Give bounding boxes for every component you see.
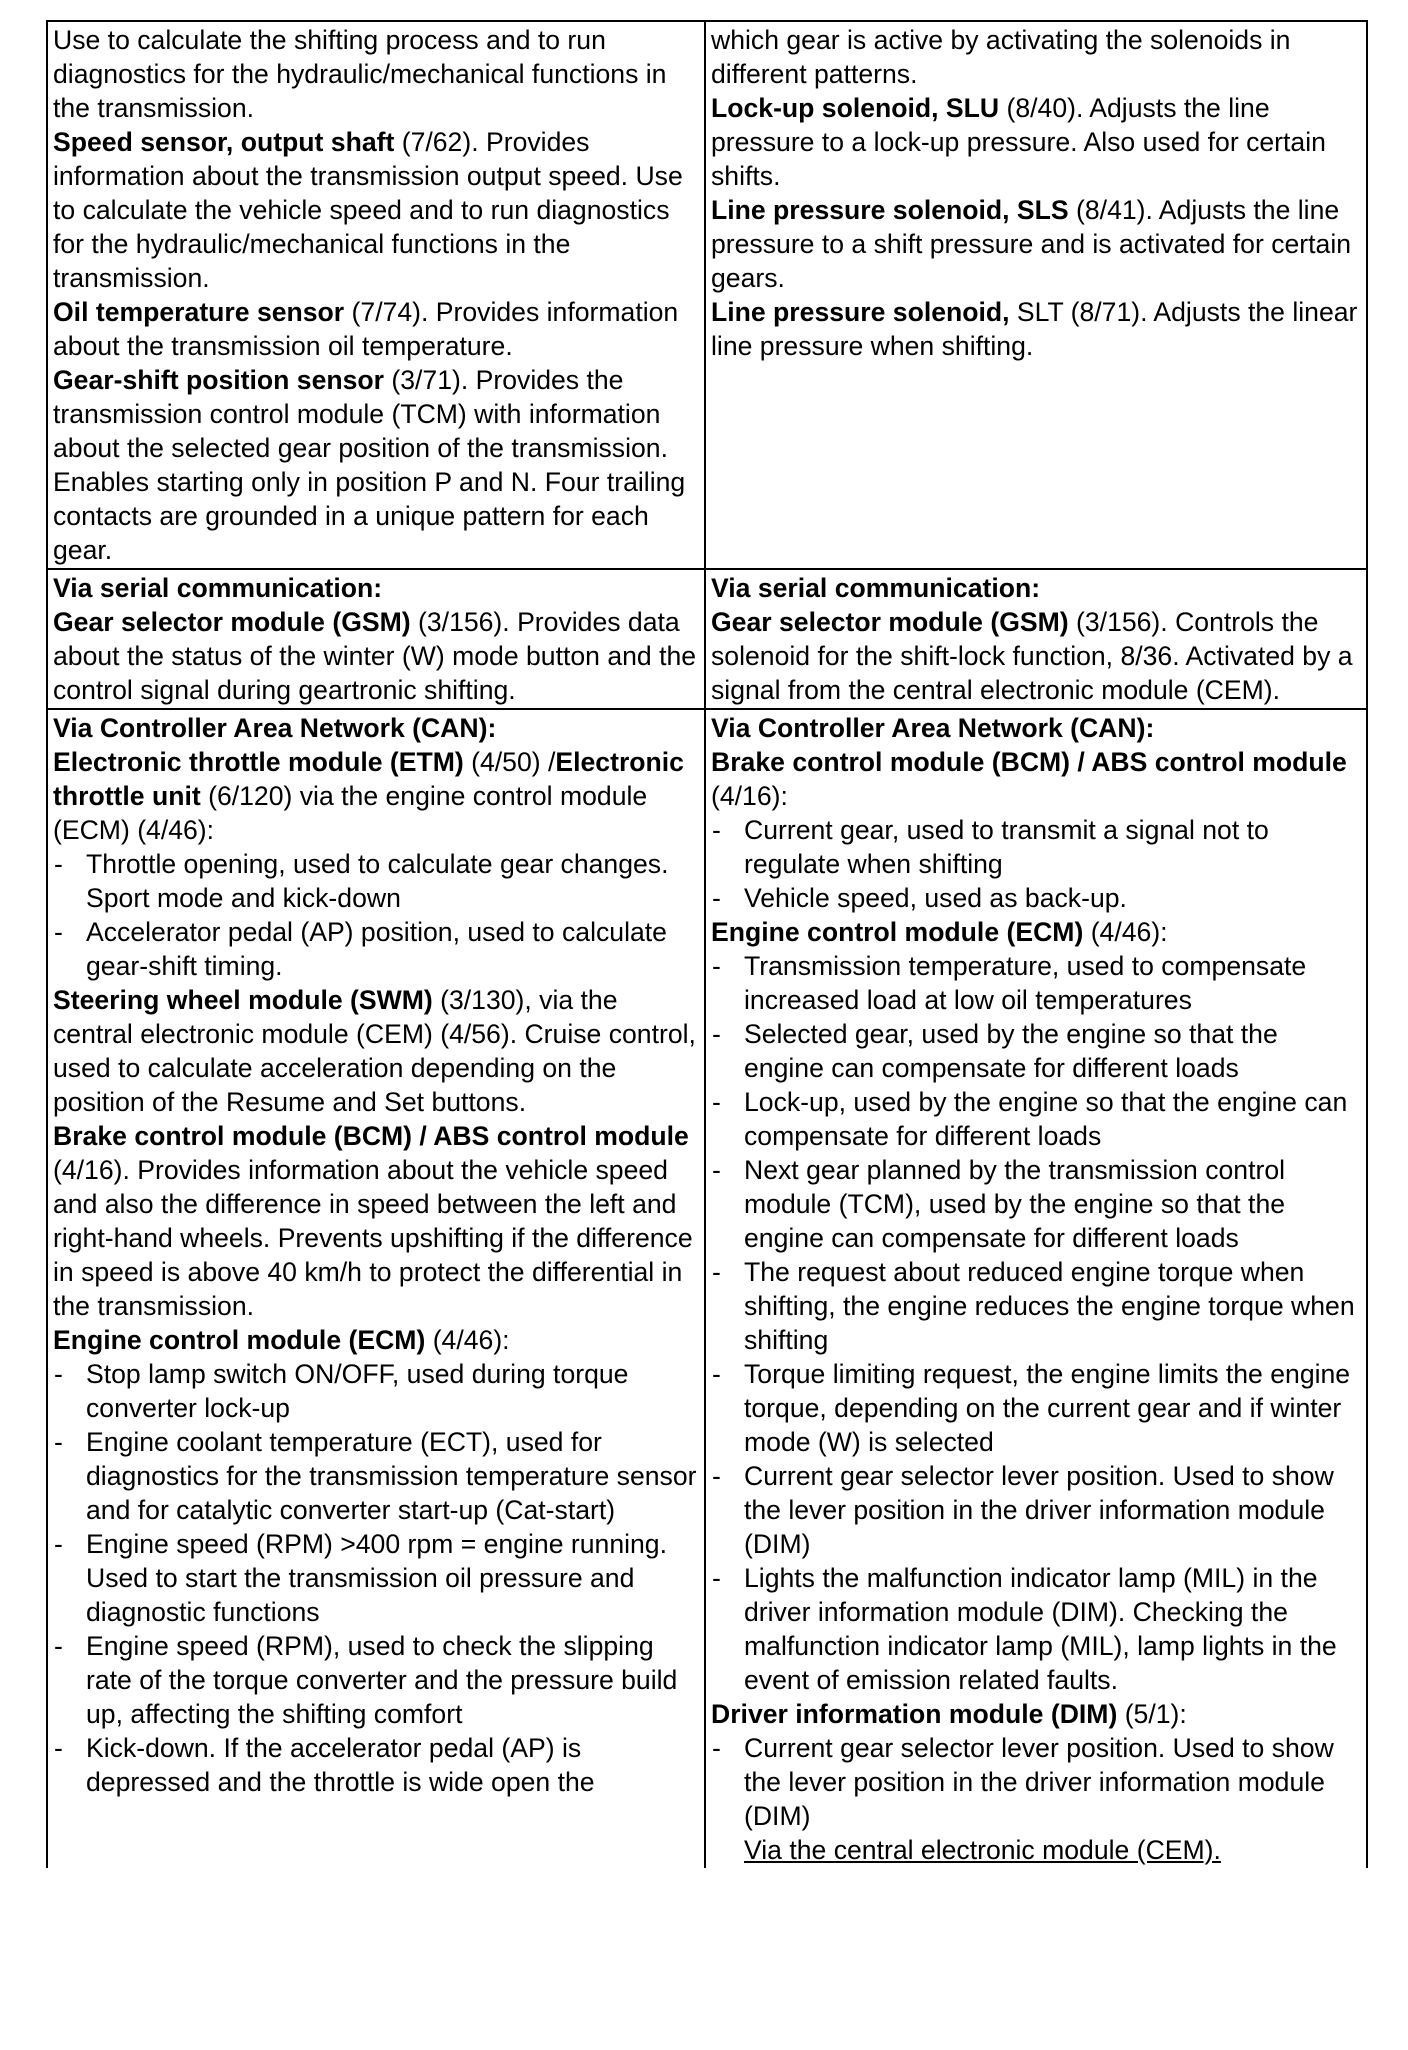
component-label: Via Controller Area Network (CAN): bbox=[53, 713, 497, 743]
bullet-text: Engine coolant temperature (ECT), used for diagnostics for the transmission temperature sensor and for catalytic converter start-up (Cat-start) bbox=[86, 1427, 697, 1525]
paragraph bbox=[711, 295, 1363, 363]
bullet-item bbox=[711, 1255, 1363, 1357]
paragraph bbox=[53, 1323, 701, 1357]
left-cell bbox=[47, 569, 705, 709]
dash-bullet-icon: - bbox=[712, 1155, 721, 1185]
paragraph-text: (4/16). Provides information about the vehicle speed and also the difference in speed between the left and right-hand wheels. Prevents upshifting if the difference in speed is above 40 km/h to protect the differential in the transmission. bbox=[53, 1155, 693, 1321]
bullet-item bbox=[711, 1017, 1363, 1085]
paragraph bbox=[711, 23, 1363, 91]
table-row bbox=[47, 709, 1367, 1868]
dash-bullet-icon: - bbox=[712, 815, 721, 845]
bullet-item bbox=[711, 1561, 1363, 1697]
paragraph-text: (3/156). Provides data about the status of the winter (W) mode button and the control signal during geartronic shifting. bbox=[53, 607, 697, 705]
component-label: Oil temperature sensor bbox=[53, 297, 345, 327]
bullet-text: Kick-down. If the accelerator pedal (AP) is depressed and the throttle is wide open the bbox=[86, 1733, 595, 1797]
dash-bullet-icon: - bbox=[712, 1257, 721, 1287]
bullet-item bbox=[711, 1153, 1363, 1255]
bullet-item bbox=[711, 949, 1363, 1017]
bullet-item bbox=[53, 1527, 701, 1629]
paragraph bbox=[53, 745, 701, 847]
paragraph bbox=[711, 571, 1363, 605]
component-label: Steering wheel module (SWM) bbox=[53, 985, 433, 1015]
bullet-item bbox=[53, 1629, 701, 1731]
dash-bullet-icon: - bbox=[712, 951, 721, 981]
dash-bullet-icon: - bbox=[712, 1019, 721, 1049]
component-label: Via Controller Area Network (CAN): bbox=[711, 713, 1155, 743]
component-label: Electronic throttle unit bbox=[53, 747, 684, 811]
paragraph-text: (8/41). Adjusts the line pressure to a shift pressure and is activated for certain gears. bbox=[711, 195, 1352, 293]
right-cell bbox=[705, 569, 1367, 709]
paragraph-text: which gear is active by activating the solenoids in different patterns. bbox=[711, 25, 1291, 89]
component-label: Brake control module (BCM) / ABS control module bbox=[711, 747, 1347, 777]
paragraph-text: (4/46): bbox=[425, 1325, 510, 1355]
dash-bullet-icon: - bbox=[712, 1733, 721, 1763]
bullet-item bbox=[711, 1085, 1363, 1153]
paragraph bbox=[711, 605, 1363, 707]
bullet-text: Current gear, used to transmit a signal not to regulate when shifting bbox=[744, 815, 1269, 879]
bullet-item bbox=[53, 1425, 701, 1527]
table-row bbox=[47, 21, 1367, 569]
paragraph bbox=[711, 193, 1363, 295]
paragraph bbox=[53, 295, 701, 363]
bullet-text: Next gear planned by the transmission control module (TCM), used by the engine so that the engine can compensate for different loads bbox=[744, 1155, 1286, 1253]
dash-bullet-icon: - bbox=[712, 883, 721, 913]
component-label: Driver information module (DIM) bbox=[711, 1699, 1118, 1729]
bullet-item bbox=[53, 1731, 701, 1799]
dash-bullet-icon: - bbox=[54, 1529, 63, 1559]
left-cell bbox=[47, 21, 705, 569]
bullet-item bbox=[711, 1731, 1363, 1867]
component-label: Lock-up solenoid, SLU bbox=[711, 93, 1000, 123]
bullet-text: Stop lamp switch ON/OFF, used during torque converter lock-up bbox=[86, 1359, 629, 1423]
paragraph-text: (7/62). Provides information about the transmission output speed. Use to calculate the vehicle speed and to run diagnostics for the hydraulic/mechanical functions in the transmission. bbox=[53, 127, 683, 293]
paragraph-text: (3/71). Provides the transmission control module (TCM) with information about the selected gear position of the transmission. Enables starting only in position P and N. Four trailing contacts are grounded in a unique pattern for each gear. bbox=[53, 365, 686, 565]
table-row bbox=[47, 569, 1367, 709]
bullet-text: Current gear selector lever position. Used to show the lever position in the driver information module (DIM) bbox=[744, 1733, 1334, 1831]
dash-bullet-icon: - bbox=[54, 1359, 63, 1389]
component-label: Via serial communication: bbox=[53, 573, 383, 603]
dash-bullet-icon: - bbox=[54, 1733, 63, 1763]
paragraph bbox=[53, 571, 701, 605]
bullet-text: Engine speed (RPM), used to check the slipping rate of the torque converter and the pressure build up, affecting the shifting comfort bbox=[86, 1631, 678, 1729]
paragraph bbox=[53, 125, 701, 295]
component-label: Line pressure solenoid, SLS bbox=[711, 195, 1069, 225]
right-cell bbox=[705, 21, 1367, 569]
component-label: Via serial communication: bbox=[711, 573, 1041, 603]
bullet-text: Lights the malfunction indicator lamp (MIL) in the driver information module (DIM). Checking the malfunction indicator lamp (MIL), lamp lights in the event of emission related faults. bbox=[744, 1563, 1337, 1695]
paragraph-text: (4/16): bbox=[711, 781, 788, 811]
bullet-item bbox=[53, 847, 701, 915]
dash-bullet-icon: - bbox=[54, 1631, 63, 1661]
paragraph-text: Use to calculate the shifting process and to run diagnostics for the hydraulic/mechanical functions in the transmission. bbox=[53, 25, 667, 123]
paragraph bbox=[53, 711, 701, 745]
bullet-item bbox=[53, 915, 701, 983]
bullet-item bbox=[711, 813, 1363, 881]
paragraph-text: SLT (8/71). Adjusts the linear line pressure when shifting. bbox=[711, 297, 1358, 361]
paragraph-text: (3/156). Controls the solenoid for the shift-lock function, 8/36. Activated by a signal from the central electronic module (CEM). bbox=[711, 607, 1353, 705]
paragraph bbox=[711, 745, 1363, 813]
bullet-text: Lock-up, used by the engine so that the engine can compensate for different loads bbox=[744, 1087, 1348, 1151]
component-label: Gear-shift position sensor bbox=[53, 365, 384, 395]
bullet-item bbox=[711, 1357, 1363, 1459]
paragraph bbox=[711, 711, 1363, 745]
component-label: Engine control module (ECM) bbox=[53, 1325, 426, 1355]
paragraph-text: (3/130), via the central electronic module (CEM) (4/56). Cruise control, used to calculate acceleration depending on the position of the Resume and Set buttons. bbox=[53, 985, 696, 1117]
bullet-item bbox=[53, 1357, 701, 1425]
paragraph bbox=[53, 1119, 701, 1323]
bullet-text: Throttle opening, used to calculate gear changes. Sport mode and kick-down bbox=[86, 849, 669, 913]
paragraph bbox=[53, 983, 701, 1119]
component-label: Gear selector module (GSM) bbox=[711, 607, 1069, 637]
paragraph-text: (4/50) / bbox=[463, 747, 556, 777]
bullet-text: Selected gear, used by the engine so that the engine can compensate for different loads bbox=[744, 1019, 1278, 1083]
component-label: Speed sensor, output shaft bbox=[53, 127, 395, 157]
paragraph-text: (8/40). Adjusts the line pressure to a lock-up pressure. Also used for certain shifts. bbox=[711, 93, 1326, 191]
dash-bullet-icon: - bbox=[712, 1087, 721, 1117]
left-cell bbox=[47, 709, 705, 1868]
dash-bullet-icon: - bbox=[54, 1427, 63, 1457]
paragraph bbox=[53, 23, 701, 125]
bullet-text: Accelerator pedal (AP) position, used to calculate gear-shift timing. bbox=[86, 917, 667, 981]
component-label: Gear selector module (GSM) bbox=[53, 607, 411, 637]
dash-bullet-icon: - bbox=[712, 1461, 721, 1491]
component-label: Electronic throttle module (ETM) bbox=[53, 747, 464, 777]
continuation-text: Via the central electronic module (CEM). bbox=[744, 1835, 1221, 1865]
paragraph-text: (7/74). Provides information about the transmission oil temperature. bbox=[53, 297, 679, 361]
document-page bbox=[46, 20, 1358, 1868]
bullet-text: Engine speed (RPM) >400 rpm = engine running. Used to start the transmission oil pressure and diagnostic functions bbox=[86, 1529, 667, 1627]
right-cell bbox=[705, 709, 1367, 1868]
component-label: Line pressure solenoid, bbox=[711, 297, 1010, 327]
dash-bullet-icon: - bbox=[712, 1359, 721, 1389]
bullet-text: The request about reduced engine torque when shifting, the engine reduces the engine torque when shifting bbox=[744, 1257, 1355, 1355]
dash-bullet-icon: - bbox=[54, 917, 63, 947]
info-table bbox=[46, 20, 1368, 1868]
bullet-item bbox=[711, 881, 1363, 915]
bullet-text: Transmission temperature, used to compensate increased load at low oil temperatures bbox=[744, 951, 1307, 1015]
bullet-text: Vehicle speed, used as back-up. bbox=[744, 883, 1127, 913]
dash-bullet-icon: - bbox=[712, 1563, 721, 1593]
bullet-text: Torque limiting request, the engine limits the engine torque, depending on the current gear and if winter mode (W) is selected bbox=[744, 1359, 1351, 1457]
paragraph-text: (6/120) via the engine control module (ECM) (4/46): bbox=[53, 781, 648, 845]
bullet-text: Current gear selector lever position. Used to show the lever position in the driver information module (DIM) bbox=[744, 1461, 1334, 1559]
paragraph bbox=[53, 605, 701, 707]
paragraph bbox=[711, 915, 1363, 949]
component-label: Engine control module (ECM) bbox=[711, 917, 1084, 947]
paragraph-text: (5/1): bbox=[1117, 1699, 1187, 1729]
bullet-item bbox=[711, 1459, 1363, 1561]
paragraph bbox=[53, 363, 701, 567]
paragraph bbox=[711, 1697, 1363, 1731]
paragraph bbox=[711, 91, 1363, 193]
component-label: Brake control module (BCM) / ABS control module bbox=[53, 1121, 689, 1151]
dash-bullet-icon: - bbox=[54, 849, 63, 879]
paragraph-text: (4/46): bbox=[1083, 917, 1168, 947]
